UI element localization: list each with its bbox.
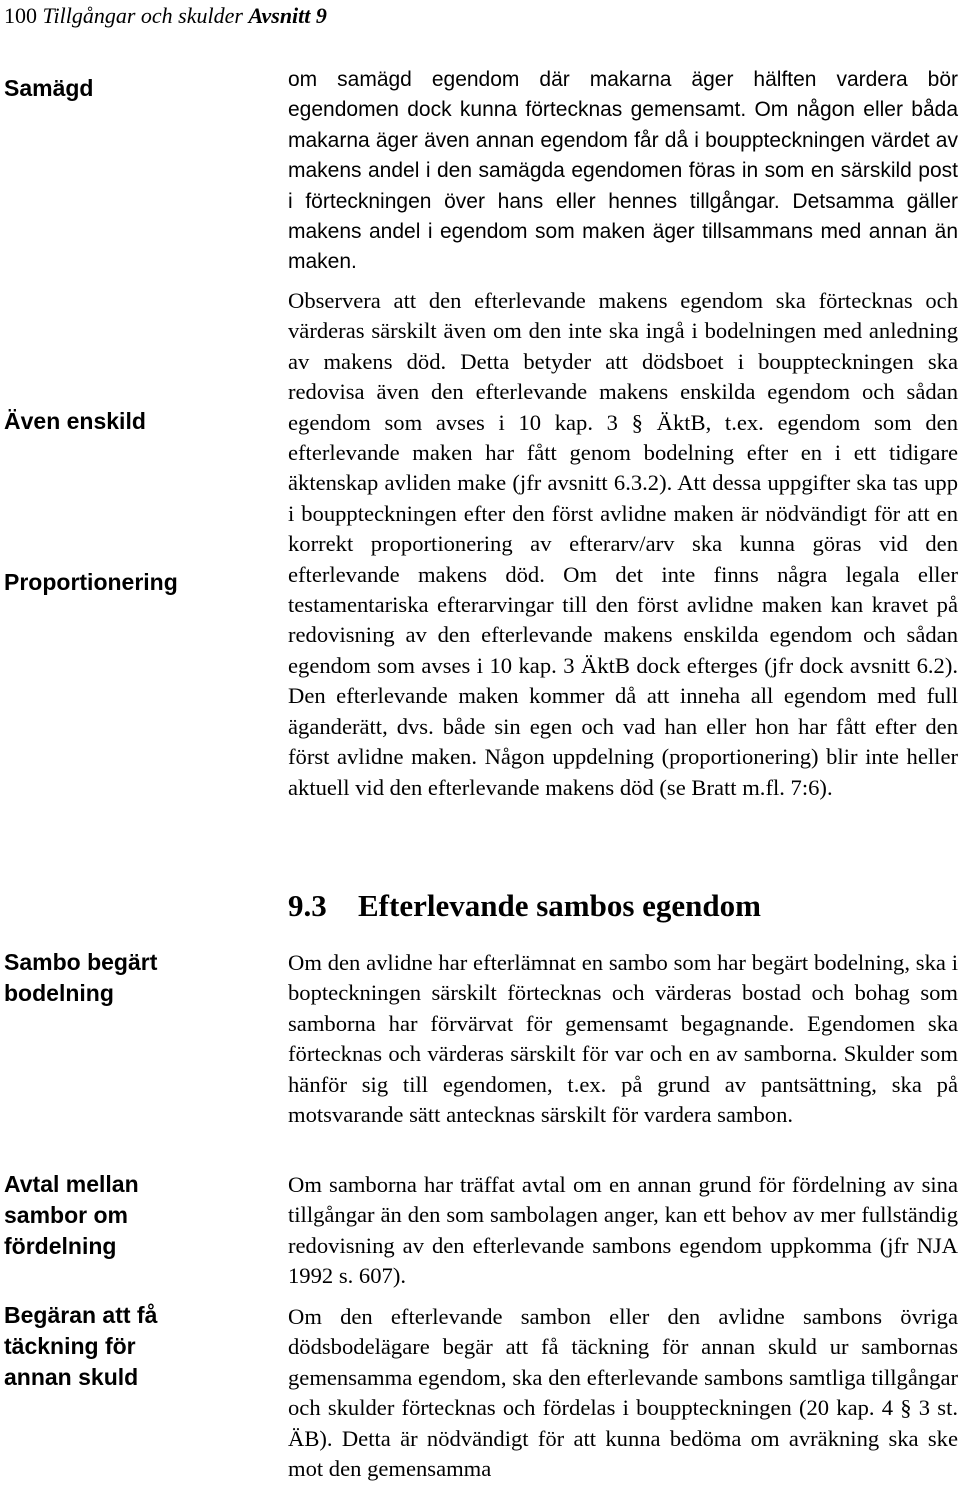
page-number: 100	[4, 3, 37, 28]
margin-note-aven-enskild: Även enskild	[4, 408, 146, 434]
paragraph-samagd	[288, 65, 958, 278]
paragraph-text: Observera att den efterlevande makens egendom ska förtecknas och värderas särskilt även om den inte ska ingå i bodelningen med anledning av makens död. Detta betyder att dödsboet i bouppteckningen ska redovisa även den efterlevande makens enskilda egendom och sådan egendom som avses i 10 kap. 3 § ÄktB, t.ex. egendom som den efterlevande maken har fått genom bodelning efter en i ett tidigare äktenskap avliden make (jfr avsnitt 6.3.2). Att dessa uppgifter ska tas upp i bouppteckningen efter den först avlidne maken är nödvändigt för att en korrekt proportionering av efterarv/arv ska kunna göras vid den efterlevande makens död. Om det inte finns några legala eller testamentariska efterarvingar till den först avlidne maken kan kravet på redovisning av den efterlevande makens enskilda egendom och sådan egendom som avses i 10 kap. 3 ÄktB dock efterges (jfr dock avsnitt 6.2). Den efterlevande maken kommer då att inneha all egendom med full äganderätt, dvs. både sin egen och vad han eller hon har fått efter den först avlidne maken. Någon uppdelning (proportionering) blir inte heller aktuell vid den efterlevande makens död (se Bratt m.fl. 7:6).	[288, 288, 958, 800]
paragraph-text: Om den efterlevande sambon eller den avlidne sambons övriga dödsbodelägare begär att få täckning för annan skuld ur sambornas gemensamma egendom, ska den efterlevande sambons samtliga tillgångar och skulder förtecknas och fördelas i bouppteckningen (20 kap. 4 § 3 st. ÄB). Detta är nödvändigt för att kunna bedöma om avräkning ska ske mot den gemensamma	[288, 1304, 958, 1482]
paragraph-sambo-begart	[288, 948, 958, 1130]
paragraph-observera	[288, 286, 958, 803]
paragraph-begaran	[288, 1302, 958, 1484]
margin-note-begaran-tackning: Begäran att få täckning för annan skuld	[4, 1302, 158, 1390]
section-heading	[288, 887, 958, 925]
section-heading-number: 9.3	[288, 888, 327, 923]
paragraph-avtal	[288, 1170, 958, 1292]
margin-note-sambo-begart-bodelning: Sambo begärt bodelning	[4, 949, 158, 1006]
running-header	[4, 2, 327, 30]
margin-note-proportionering: Proportionering	[4, 569, 178, 595]
paragraph-text: om samägd egendom där makarna äger hälften vardera bör egendomen dock kunna förtecknas gemensamt. Om någon eller båda makarna äger även annan egendom får då i bouppteckningen värdet av makens andel i den samägda egendomen föras in som en särskild post i förteckningen över hans eller hennes tillgångar. Detsamma gäller makens andel i egendom som maken äger tillsammans med annan än maken.	[288, 68, 958, 274]
section-label: Avsnitt 9	[248, 3, 327, 28]
section-heading-title: Efterlevande sambos egendom	[358, 888, 761, 923]
paragraph-text: Om den avlidne har efterlämnat en sambo som har begärt bodelning, ska i bopteckningen särskilt förtecknas och värderas bostad och bohag som samborna har förvärvat för gemensamt begagnande. Egendomen ska förtecknas och värderas särskilt för var och en av samborna. Skulder som hänför sig till egendomen, t.ex. på grund av pantsättning, ska på motsvarande sätt antecknas särskilt för vardera sambon.	[288, 950, 958, 1128]
chapter-title: Tillgångar och skulder	[42, 3, 243, 28]
margin-note-avtal-mellan-sambor: Avtal mellan sambor om fördelning	[4, 1171, 139, 1259]
paragraph-text: Om samborna har träffat avtal om en annan grund för fördelning av sina tillgångar än den som sambolagen anger, kan ett behov av mer fullständig redovisning av den efterlevande sambons egendom uppkomma (jfr NJA 1992 s. 607).	[288, 1172, 958, 1289]
margin-note-samagd: Samägd	[4, 75, 94, 101]
